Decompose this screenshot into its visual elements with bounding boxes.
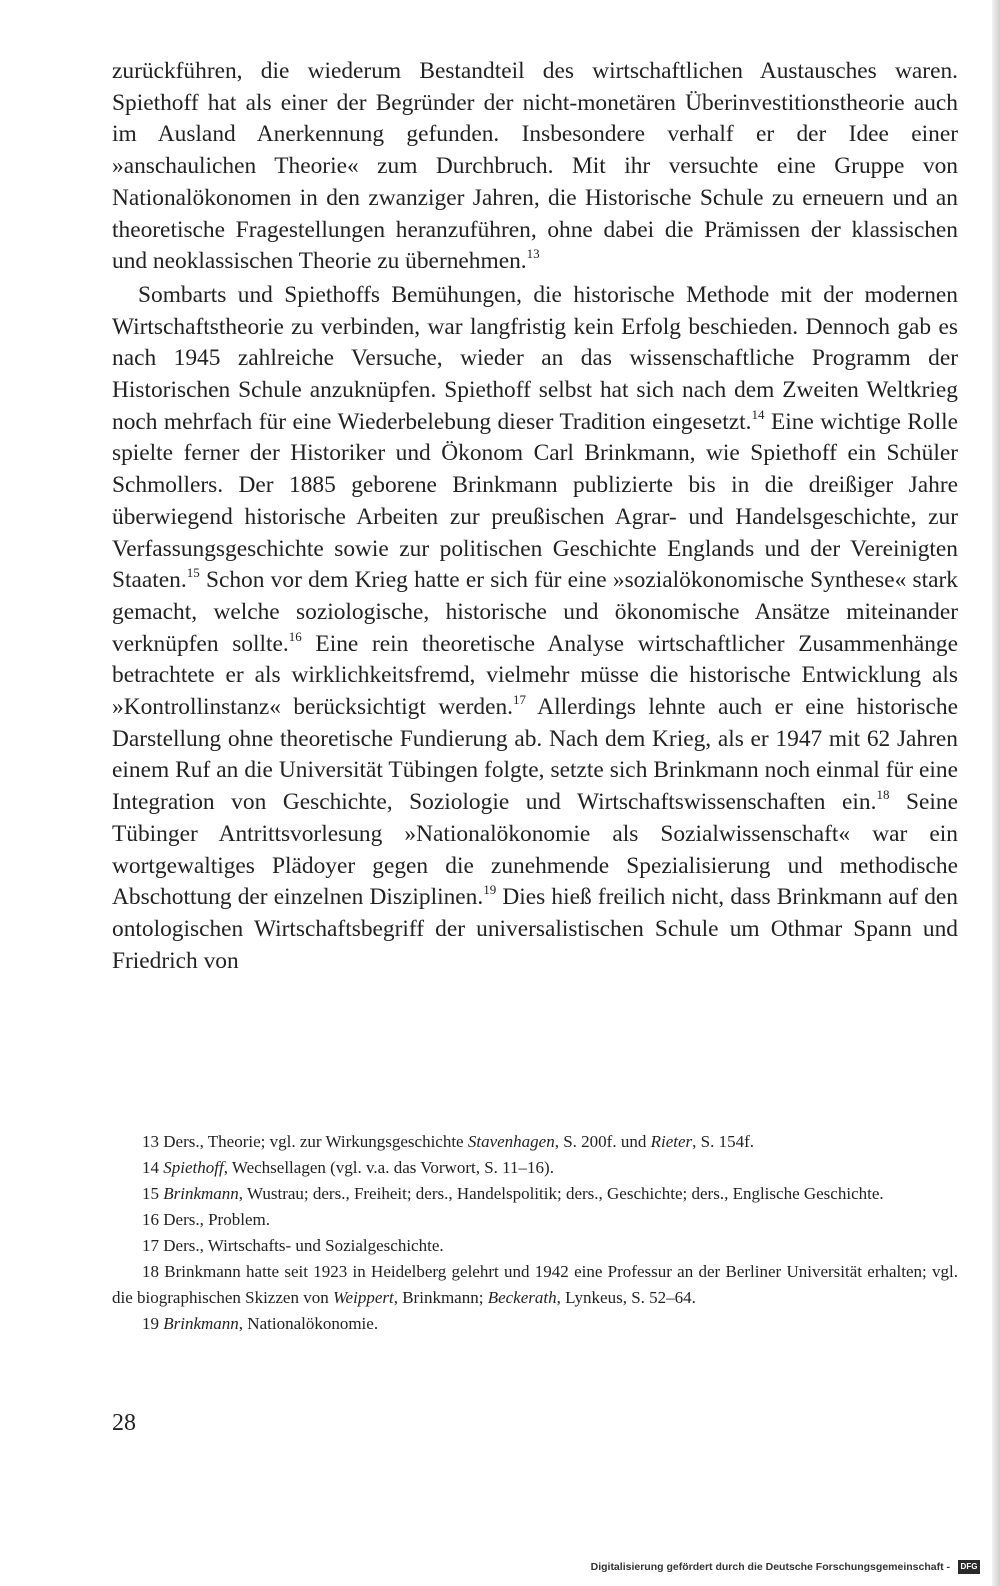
footnote-ref-15[interactable]: 15 xyxy=(186,565,200,581)
main-text xyxy=(112,56,958,977)
footnote-19-text-b: , Nationalökonomie. xyxy=(238,1314,379,1334)
digitization-credit: Digitalisierung gefördert durch die Deutsche Forschungsgemeinschaft - xyxy=(590,1561,950,1573)
footnote-17-text: 17 Ders., Wirtschafts- und Sozialgeschichte. xyxy=(142,1236,444,1256)
footnote-18-text-a: 18 Brinkmann hatte seit 1923 in Heidelberg gelehrt und 1942 eine Professur an der Berliner Universität erhalten; vgl. die biographischen Skizzen von xyxy=(112,1262,958,1308)
footnote-ref-14[interactable]: 14 xyxy=(751,406,765,422)
footnote-13-text-a: 13 Ders., Theorie; vgl. zur Wirkungsgeschichte xyxy=(142,1132,468,1151)
footnote-16 xyxy=(112,1207,958,1233)
footnote-18-author-weippert: Weippert xyxy=(332,1288,394,1308)
footnote-15-text-a: 15 xyxy=(142,1184,164,1204)
footnote-18-text-c: , Lynkeus, S. 52–64. xyxy=(556,1288,696,1308)
footnote-18-text-b: , Brinkmann; xyxy=(393,1288,488,1308)
footnote-14 xyxy=(112,1155,958,1181)
footnotes xyxy=(112,1129,958,1337)
footnote-14-text-a: 14 xyxy=(142,1158,164,1178)
footnote-ref-17[interactable]: 17 xyxy=(513,692,527,708)
footnote-13-text-c: , S. 154f. xyxy=(692,1132,755,1151)
footnote-14-text-b: , Wechsellagen (vgl. v.a. das Vorwort, S. 11–16). xyxy=(223,1158,554,1178)
footnote-13-author-rieter: Rieter xyxy=(650,1132,693,1151)
footnote-ref-13[interactable]: 13 xyxy=(526,246,540,262)
paragraph-2 xyxy=(112,280,958,977)
footnote-17 xyxy=(112,1233,958,1259)
footnote-18 xyxy=(112,1259,958,1310)
paragraph-1-text: zurückführen, die wiederum Bestandteil des wirtschaftlichen Austausches waren. Spiethoff hat als einer der Begründer der nicht-monetären Überinvestitionstheorie auch im Ausland Anerkennung gefunden. Insbesondere verhalf er der Idee einer »anschaulichen Theorie« zum Durchbruch. Mit ihr versuchte eine Gruppe von Nationalökonomen in den zwanziger Jahren, die Historische Schule zu erneuern und an theoretische Fragestellungen heranzuführen, ohne dabei die Prämissen der klassischen und neoklassischen Theorie zu übernehmen. xyxy=(112,58,958,275)
paragraph-2-text-g: Dies hieß freilich nicht, dass Brinkmann auf den ontologischen Wirtschaftsbegriff der universalistischen Schule um Othmar Spann und Friedrich von xyxy=(112,884,958,974)
paragraph-2-text-d: Eine rein theoretische Analyse wirtschaftlicher Zusammenhänge betrachtete er als wirklichkeitsfremd, vielmehr müsse die historische Entwicklung als »Kontrollinstanz« berücksichtigt werden. xyxy=(112,630,958,721)
footnote-ref-18[interactable]: 18 xyxy=(876,787,890,803)
footnote-13-author-stavenhagen: Stavenhagen xyxy=(467,1132,555,1151)
page-edge-shadow xyxy=(992,0,1000,1586)
page-number: 28 xyxy=(112,1410,136,1436)
paragraph-2-text-c: Schon vor dem Krieg hatte er sich für eine »sozialökonomische Synthese« stark gemacht, welche soziologische, historische und ökonomische Ansätze miteinander verknüpfen sollte. xyxy=(112,567,958,657)
paragraph-2-text-f: Seine Tübinger Antrittsvorlesung »Nationalökonomie als Sozialwissenschaft« war ein wortgewaltiges Plädoyer gegen die zunehmende Spezialisierung und methodische Abschottung der einzelnen Disziplinen. xyxy=(112,789,958,911)
footnote-13-text-b: , S. 200f. und xyxy=(554,1132,651,1151)
footnote-18-author-beckerath: Beckerath xyxy=(487,1288,557,1308)
footnote-15-text-b: , Wustrau; ders., Freiheit; ders., Handelspolitik; ders., Geschichte; ders., Englische Geschichte. xyxy=(238,1184,884,1204)
paragraph-1 xyxy=(112,56,958,278)
paragraph-2-text-e: Allerdings lehnte auch er eine historische Darstellung ohne theoretische Fundierung ab. Nach dem Krieg, als er 1947 mit 62 Jahren einem Ruf an die Universität Tübingen folgte, setzte sich Brinkmann noch einmal für eine Integration von Geschichte, Soziologie und Wirtschaftswissenschaften ein. xyxy=(112,694,958,816)
footnote-15-author-brinkmann: Brinkmann xyxy=(163,1184,239,1204)
footnote-19 xyxy=(112,1311,958,1337)
footnote-ref-19[interactable]: 19 xyxy=(483,882,497,898)
footnote-16-text: 16 Ders., Problem. xyxy=(142,1210,270,1230)
footnote-14-author-spiethoff: Spiethoff xyxy=(163,1158,224,1178)
paragraph-2-text-a: Sombarts und Spiethoffs Bemühungen, die historische Methode mit der modernen Wirtschaftstheorie zu verbinden, war langfristig kein Erfolg beschieden. Dennoch gab es nach 1945 zahlreiche Versuche, wieder an das wissenschaftliche Programm der Historischen Schule anzuknüpfen. Spiethoff selbst hat sich nach dem Zweiten Weltkrieg noch mehrfach für eine Wiederbelebung dieser Tradition eingesetzt. xyxy=(112,281,958,435)
footnote-19-author-brinkmann: Brinkmann xyxy=(163,1314,239,1334)
dfg-logo-icon: DFG xyxy=(958,1560,980,1574)
footnote-19-text-a: 19 xyxy=(142,1314,164,1334)
footnote-15 xyxy=(112,1181,958,1207)
paragraph-2-text-b: Eine wichtige Rolle spielte ferner der Historiker und Ökonom Carl Brinkmann, wie Spiethoff ein Schüler Schmollers. Der 1885 geborene Brinkmann publizierte bis in die dreißiger Jahre überwiegend historische Arbeiten zur preußischen Agrar- und Handelsgeschichte, zur Verfassungsgeschichte sowie zur politischen Geschichte Englands und der Vereinigten Staaten. xyxy=(112,408,958,594)
footnote-13 xyxy=(112,1129,958,1155)
footnote-ref-16[interactable]: 16 xyxy=(288,628,302,644)
